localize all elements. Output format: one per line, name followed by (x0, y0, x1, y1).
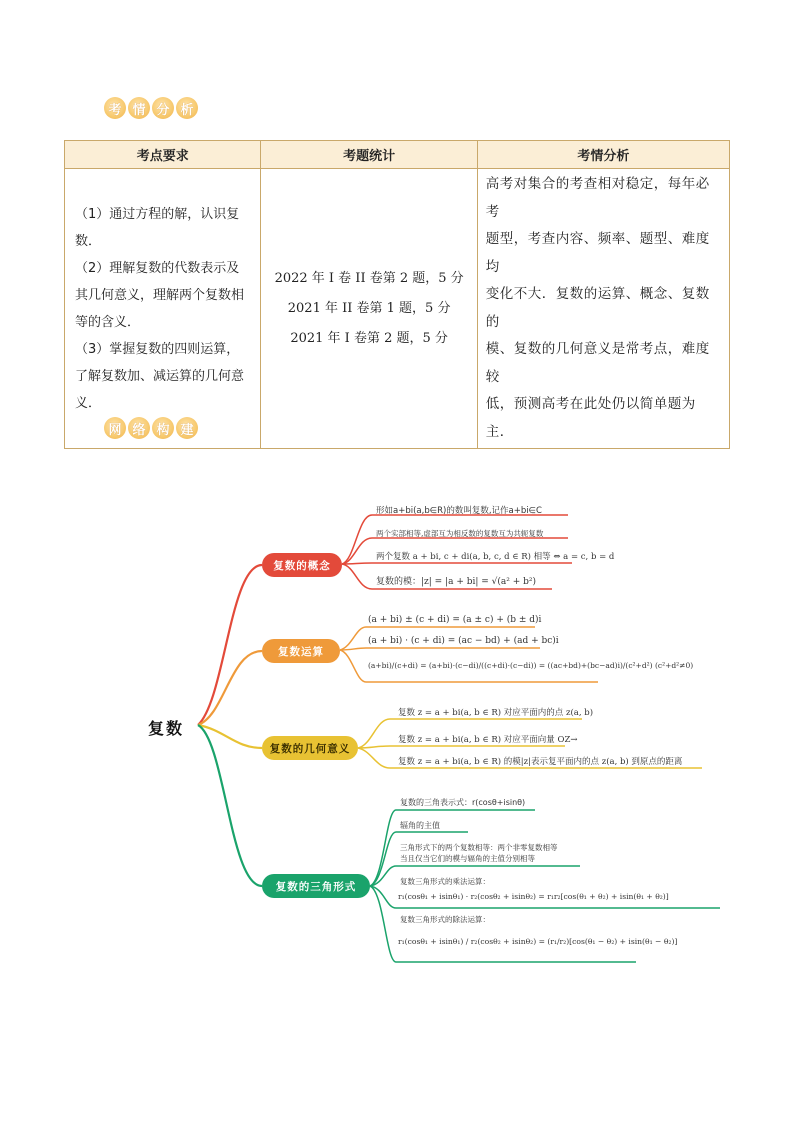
analysis-line: 主． (485, 423, 514, 440)
leaf-formula: 复数 z = a + bi(a, b ∈ R) 对应平面向量 OZ→ (398, 735, 578, 745)
leaf-formula: r₁(cosθ₁ + isinθ₁) / r₂(cosθ₂ + isinθ₂) = (r₁/r₂)[cos(θ₁ − θ₂) + isin(θ₁ − θ₂)] (398, 937, 678, 946)
leaf-text: 两个实部相等,虚部互为相反数的复数互为共轭复数 (376, 529, 544, 538)
mindmap-node-concept: 复数的概念 (262, 553, 342, 577)
table-header: 考题统计 (261, 141, 477, 169)
badge-char: 分 (152, 97, 174, 119)
mindmap-node-geometry: 复数的几何意义 (262, 736, 358, 760)
statistic-line: 2021 年 II 卷第 1 题，5 分 (287, 300, 451, 316)
analysis-line: 变化不大．复数的运算、概念、复数的 (485, 286, 710, 330)
requirement-line: 义． (75, 395, 102, 411)
requirement-line: （2）理解复数的代数表示及 (75, 260, 240, 276)
badge-char: 析 (176, 97, 198, 119)
leaf-formula: (a + bi) ± (c + di) = (a ± c) + (b ± d)i (368, 615, 542, 625)
analysis-line: 题型，考查内容、频率、题型、难度均 (485, 231, 710, 275)
leaf-formula: r₁(cosθ₁ + isinθ₁) · r₂(cosθ₂ + isinθ₂) = r₁r₂[cos(θ₁ + θ₂) + isin(θ₁ + θ₂)] (398, 892, 669, 901)
leaf-formula: 两个复数 a + bi, c + di(a, b, c, d ∈ R) 相等 ⇔ a = c, b = d (376, 552, 615, 562)
leaf-text: 形如a+bi(a,b∈R)的数叫复数,记作a+bi∈C (376, 506, 542, 516)
badge-char: 络 (128, 417, 150, 439)
table-header: 考情分析 (477, 141, 729, 169)
requirement-line: 了解复数加、减运算的几何意 (75, 368, 245, 384)
leaf-text: 复数的三角表示式：r(cosθ+isinθ) (400, 798, 526, 807)
leaf-text: 复数三角形式的除法运算： (400, 915, 490, 924)
mindmap-root: 复数 (148, 719, 185, 738)
statistic-line: 2022 年 I 卷 II 卷第 2 题，5 分 (274, 270, 464, 286)
leaf-formula: (a+bi)/(c+di) = (a+bi)·(c−di)/((c+di)·(c−di)) = ((ac+bd)+(bc−ad)i)/(c²+d²) (c²+d²≠0) (368, 661, 694, 670)
badge-char: 网 (104, 417, 126, 439)
requirement-line: 等的含义． (75, 314, 141, 330)
leaf-text: 辐角的主值 (400, 821, 440, 830)
analysis-line: 高考对集合的考查相对稳定，每年必考 (485, 176, 710, 220)
leaf-formula: 复数 z = a + bi(a, b ∈ R) 对应平面内的点 z(a, b) (398, 708, 594, 718)
requirement-line: （3）掌握复数的四则运算， (75, 341, 240, 357)
leaf-formula: (a + bi) · (c + di) = (ac − bd) + (ad + bc)i (368, 636, 559, 646)
mindmap-node-trig-form: 复数的三角形式 (262, 874, 370, 898)
leaf-formula: 复数的模：|z| = |a + bi| = √(a² + b²) (376, 577, 537, 587)
leaf-formula: 复数 z = a + bi(a, b ∈ R) 的模|z|表示复平面内的点 z(a, b) 到原点的距离 (398, 757, 683, 767)
table-header: 考点要求 (65, 141, 261, 169)
analysis-line: 模、复数的几何意义是常考点，难度较 (485, 341, 710, 385)
requirement-line: 其几何意义，理解两个复数相 (75, 287, 245, 303)
leaf-text: 复数三角形式的乘法运算： (400, 877, 490, 886)
analysis-line: 低，预测高考在此处仍以简单题为 (485, 396, 696, 412)
leaf-text: 三角形式下的两个复数相等：两个非零复数相等 (400, 843, 558, 852)
badge-char: 构 (152, 417, 174, 439)
badge-char: 情 (128, 97, 150, 119)
badge-char: 建 (176, 417, 198, 439)
requirement-line: （1）通过方程的解，认识复 (75, 206, 240, 222)
statistic-line: 2021 年 I 卷第 2 题，5 分 (290, 330, 448, 346)
requirement-line: 数． (75, 233, 102, 249)
mindmap-node-operations: 复数运算 (262, 639, 340, 663)
leaf-text: 当且仅当它们的模与辐角的主值分别相等 (400, 854, 535, 863)
badge-char: 考 (104, 97, 126, 119)
